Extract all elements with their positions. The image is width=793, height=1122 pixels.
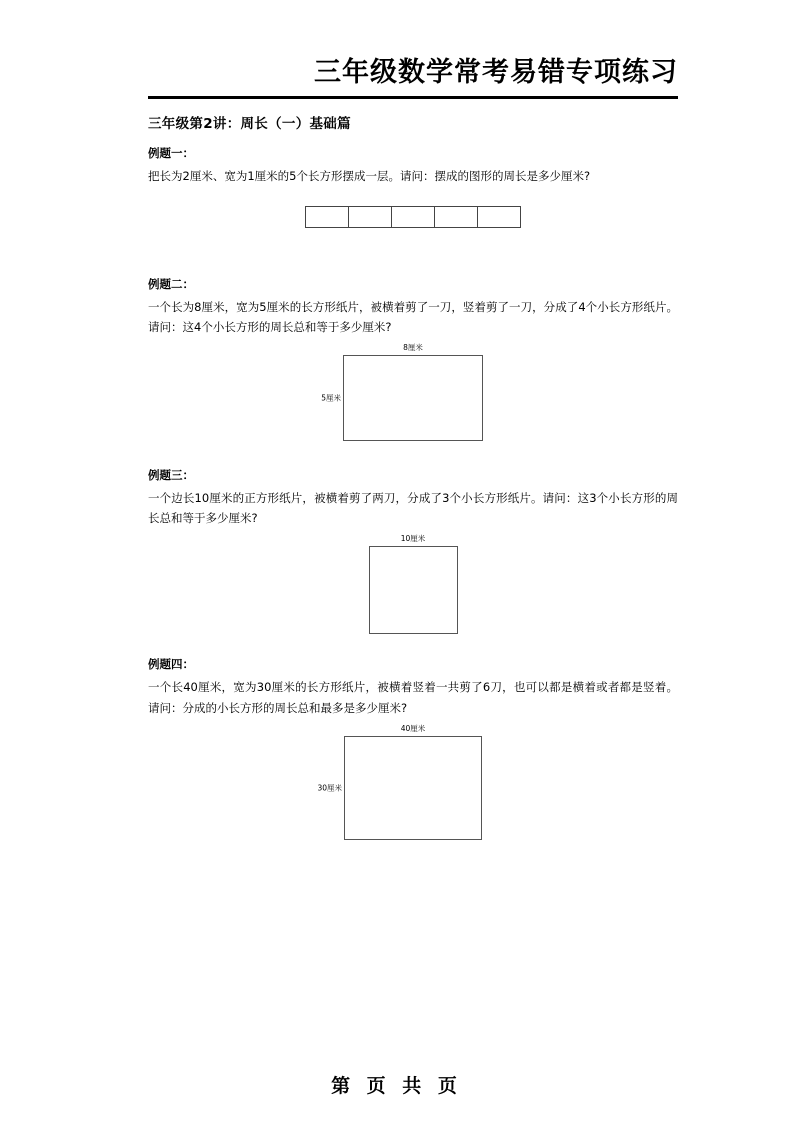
strip-cell: [477, 206, 521, 228]
square-top-label: 10厘米: [400, 534, 426, 544]
rectangle-shape: [343, 355, 483, 441]
example-1-label: 例题一：: [148, 145, 194, 160]
rectangle-left-label: 5厘米: [321, 393, 341, 403]
example-4-figure: [148, 724, 678, 840]
rectangle-top-label: 8厘米: [403, 343, 423, 353]
square-diagram: [369, 534, 458, 634]
example-1-text: 把长为2厘米、宽为1厘米的5个长方形摆成一层。请问：摆成的图形的周长是多少厘米?: [148, 168, 591, 183]
rectangle-diagram: [317, 723, 482, 840]
lecture-title: 三年级第2讲：周长（一）基础篇: [148, 115, 351, 132]
example-4-text: 一个长40厘米，宽为30厘米的长方形纸片，被横着竖着一共剪了6刀，也可以都是横着或者都是竖着。请问：分成的小长方形的周长总和最多是多少厘米?: [148, 680, 678, 715]
example-2-label: 例题二：: [148, 276, 194, 291]
page-title: 三年级数学常考易错专项练习: [314, 57, 678, 88]
rectangle-diagram: [321, 343, 483, 441]
example-1-figure: [148, 192, 678, 274]
example-4: [148, 656, 678, 839]
title-divider: [148, 96, 678, 99]
rectangle-left-label: 30厘米: [317, 783, 342, 793]
rectangle-shape: [344, 736, 482, 840]
strip-cell: [305, 206, 349, 228]
page-footer: 第 页 共 页: [331, 1075, 462, 1097]
square-shape: [369, 546, 458, 634]
example-3-text: 一个边长10厘米的正方形纸片，被横着剪了两刀，分成了3个小长方形纸片。请问：这3个小长方形的周长总和等于多少厘米?: [148, 491, 678, 526]
rectangle-top-label: 40厘米: [400, 723, 426, 733]
example-1: [148, 145, 678, 274]
example-2-figure: [148, 343, 678, 441]
example-2: [148, 276, 678, 441]
example-2-text: 一个长为8厘米，宽为5厘米的长方形纸片，被横着剪了一刀，竖着剪了一刀，分成了4个小长方形纸片。请问：这4个小长方形的周长总和等于多少厘米?: [148, 299, 678, 334]
rectangle-strip: [305, 206, 521, 228]
strip-cell: [434, 206, 478, 228]
example-3-figure: [148, 534, 678, 634]
example-3: [148, 467, 678, 634]
strip-cell: [391, 206, 435, 228]
example-4-label: 例题四：: [148, 657, 194, 672]
document-content: [148, 56, 678, 862]
example-3-label: 例题三：: [148, 468, 194, 483]
strip-cell: [348, 206, 392, 228]
